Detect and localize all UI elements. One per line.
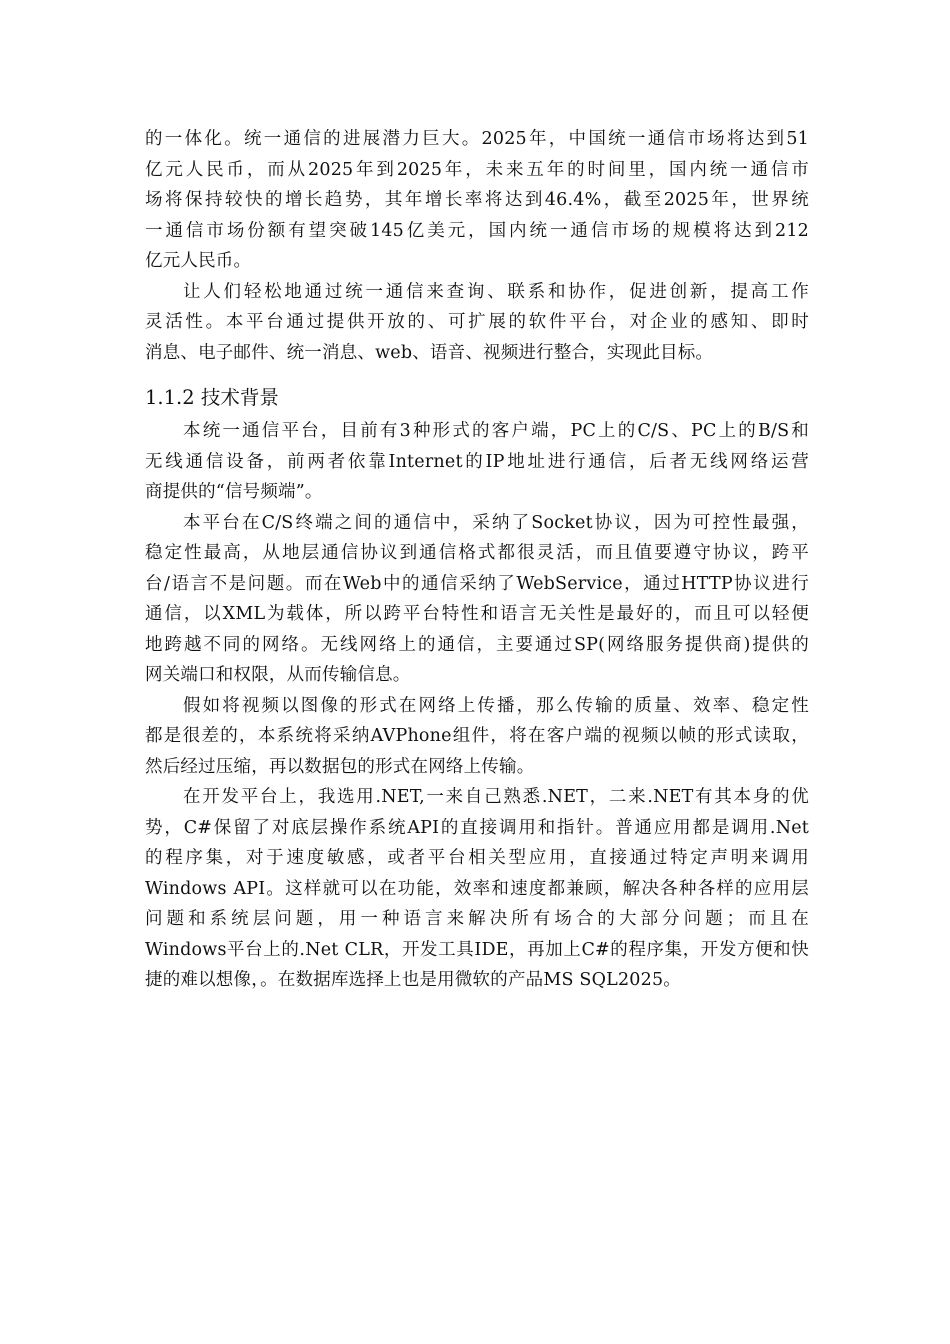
text-line: 灵活性。本平台通过提供开放的、可扩展的软件平台，对企业的感知、即时 [145,312,809,332]
paragraph-market-outlook [145,124,809,277]
text-line: 本统一通信平台，目前有3种形式的客户端，PC上的C/S、PC上的B/S和 [183,421,809,441]
text-line: 假如将视频以图像的形式在网络上传播，那么传输的质量、效率、稳定性 [183,695,809,716]
paragraph-client-types [145,416,809,508]
text-line: 台/语言不是问题。而在Web中的通信采纳了WebService，通过HTTP协议进行 [145,573,809,594]
text-line: 在开发平台上，我选用.NET,一来自己熟悉.NET，二来.NET有其本身的优 [183,787,809,807]
paragraph-platform-goal [145,277,809,369]
text-line: 一通信市场份额有望突破145亿美元，国内统一通信市场的规模将达到212 [145,220,809,241]
text-line: 问题和系统层问题，用一种语言来解决所有场合的大部分问题；而且在 [145,909,809,929]
paragraph-development-platform [145,782,809,996]
text-line: 本平台在C/S终端之间的通信中，采纳了Socket协议，因为可控性最强， [183,512,809,533]
text-line: 网关端口和权限，从而传输信息。 [145,665,411,685]
text-line: Windows平台上的.Net CLR，开发工具IDE，再加上C#的程序集，开发方便和快 [145,939,809,960]
section-heading: 1.1.2 技术背景 [145,386,279,409]
text-line: 然后经过压缩，再以数据包的形式在网络上传输。 [145,756,535,777]
text-line: 商提供的“信号频端”。 [145,482,323,502]
text-line: 地跨越不同的网络。无线网络上的通信，主要通过SP(网络服务提供商)提供的 [145,634,809,655]
text-line: 的一体化。统一通信的进展潜力巨大。2025年，中国统一通信市场将达到51 [145,129,809,149]
text-line: 亿元人民币。 [145,251,252,271]
text-line: 亿元人民币，而从2025年到2025年，未来五年的时间里，国内统一通信市 [145,159,809,180]
text-line: 势，C#保留了对底层操作系统API的直接调用和指针。普通应用都是调用.Net [145,817,809,838]
text-line: 稳定性最高，从地层通信协议到通信格式都很灵活，而且值要遵守协议，跨平 [145,543,809,563]
text-line: 都是很差的，本系统将采纳AVPhone组件，将在客户端的视频以帧的形式读取， [145,726,809,746]
text-line: 消息、电子邮件、统一消息、web、语音、视频进行整合，实现此目标。 [145,342,714,363]
document-page [145,124,809,996]
paragraph-video-transmission [145,691,809,783]
text-line: 捷的难以想像，。在数据库选择上也是用微软的产品MS SQL2025。 [145,970,682,990]
text-line: 无线通信设备，前两者依靠Internet的IP地址进行通信，后者无线网络运营 [145,451,809,472]
paragraph-communication-protocols [145,508,809,691]
text-line: 场将保持较快的增长趋势，其年增长率将达到46.4%，截至2025年，世界统 [145,190,809,210]
text-line: 的程序集，对于速度敏感，或者平台相关型应用，直接通过特定声明来调用 [145,848,809,868]
text-line: 让人们轻松地通过统一通信来查询、联系和协作，促进创新，提高工作 [183,281,809,302]
text-line: Windows API。这样就可以在功能，效率和速度都兼顾，解决各种各样的应用层 [145,878,809,899]
text-line: 通信，以XML为载体，所以跨平台特性和语言无关性是最好的，而且可以轻便 [145,604,809,624]
